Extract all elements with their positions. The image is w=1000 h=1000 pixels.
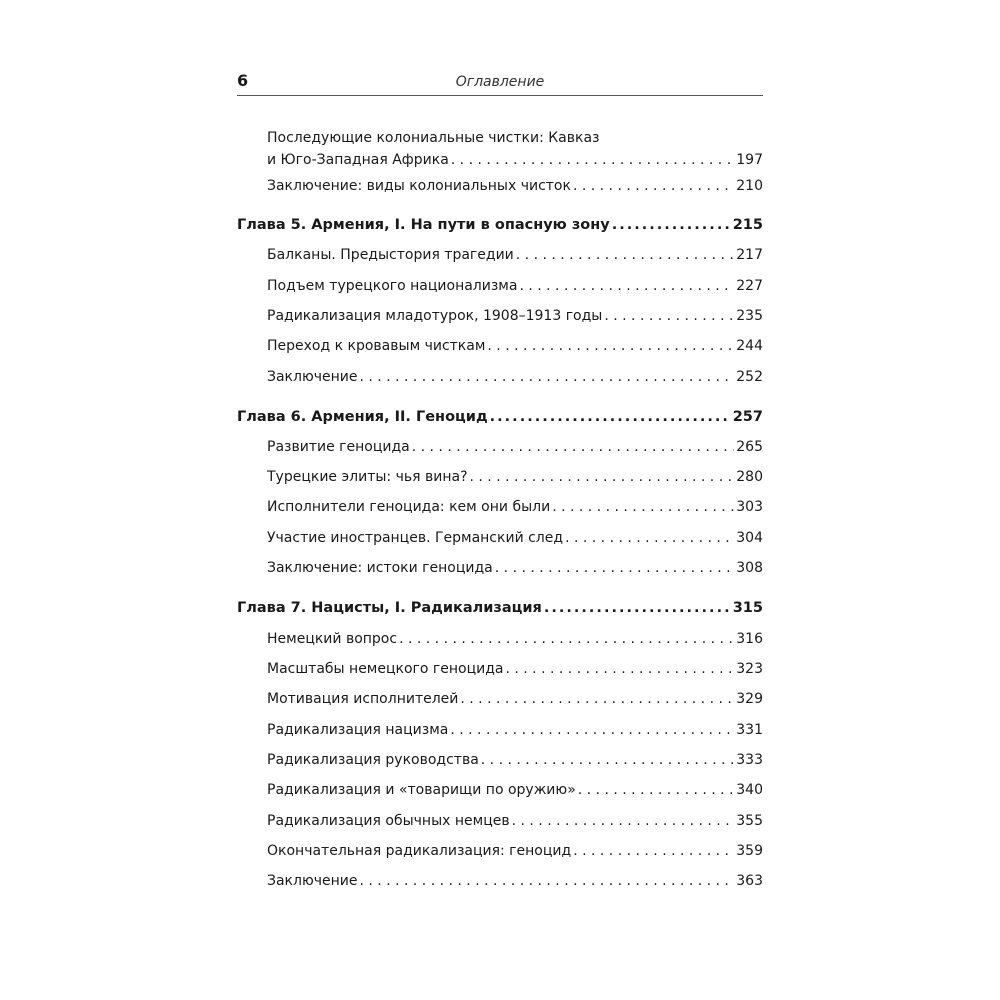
toc-entry-title: Заключение: истоки геноцида (267, 560, 493, 576)
toc-entry[interactable] (267, 366, 763, 388)
toc-chapter-entry[interactable] (237, 406, 763, 428)
toc-chapter-title: Глава 5. Армения, I. На пути в опасную зону (237, 217, 610, 233)
page-number: 6 (237, 71, 249, 90)
toc-entry-page: 217 (736, 247, 763, 263)
toc-entry-page: 304 (736, 530, 763, 546)
toc-entry-page: 197 (736, 152, 763, 168)
toc-entry[interactable] (267, 840, 763, 862)
dot-leader (487, 335, 734, 357)
toc-entry-title: Заключение: виды колониальных чисток (267, 178, 571, 194)
toc-entry[interactable] (267, 275, 763, 297)
toc-entry-page: 227 (736, 278, 763, 294)
toc-entry[interactable] (267, 335, 763, 357)
toc-chapter-entry[interactable] (237, 597, 763, 619)
toc-entry[interactable] (267, 305, 763, 327)
toc-entry-page: 210 (736, 178, 763, 194)
dot-leader (512, 810, 735, 832)
dot-leader (573, 175, 734, 197)
toc-entry[interactable] (267, 749, 763, 771)
dot-leader (460, 688, 734, 710)
toc-entry[interactable] (267, 688, 763, 710)
toc-entry-page: 303 (736, 499, 763, 515)
dot-leader (552, 496, 734, 518)
toc-chapter-page: 315 (732, 600, 763, 616)
toc-entry-page: 244 (736, 338, 763, 354)
toc-entry-title: Исполнители геноцида: кем они были (267, 499, 551, 515)
toc-entry-page: 316 (736, 631, 763, 647)
dot-leader (450, 719, 734, 741)
toc-entry-title: Масштабы немецкого геноцида (267, 661, 504, 677)
dot-leader (490, 406, 731, 428)
toc-entry-title: Радикализация руководства (267, 752, 479, 768)
page-header (237, 70, 763, 94)
toc-entry-title: Немецкий вопрос (267, 631, 398, 647)
toc-entry-title: и Юго-Западная Африка (267, 152, 449, 168)
toc-entry-title: Мотивация исполнителей (267, 691, 459, 707)
toc-entry-title: Заключение (267, 873, 358, 889)
toc-entry-page: 329 (736, 691, 763, 707)
toc-chapter-page: 215 (732, 217, 763, 233)
toc-entry-page: 252 (736, 369, 763, 385)
toc-entry[interactable] (267, 244, 763, 266)
toc-entry-page: 363 (736, 873, 763, 889)
toc-entry-title: Радикализация обычных немцев (267, 813, 510, 829)
toc-entry[interactable] (267, 870, 763, 892)
toc-entry-page: 331 (736, 722, 763, 738)
toc-entry-page: 265 (736, 439, 763, 455)
toc-chapter-page: 257 (732, 409, 763, 425)
toc-entry[interactable] (267, 810, 763, 832)
dot-leader (612, 214, 731, 236)
dot-leader (565, 527, 734, 549)
toc-entry-page: 235 (736, 308, 763, 324)
toc-chapter-entry[interactable] (237, 214, 763, 236)
toc-entry[interactable] (267, 127, 763, 171)
toc-entry-page: 280 (736, 469, 763, 485)
toc-entry[interactable] (267, 658, 763, 680)
dot-leader (412, 436, 735, 458)
toc-entry-title: Радикализация нацизма (267, 722, 449, 738)
toc-entry-title: Радикализация и «товарищи по оружию» (267, 782, 576, 798)
toc-entry-title-line1: Последующие колониальные чистки: Кавказ (267, 130, 600, 146)
dot-leader (544, 597, 731, 619)
toc-entry[interactable] (267, 175, 763, 197)
toc-entry-title: Подъем турецкого национализма (267, 278, 518, 294)
dot-leader (573, 840, 734, 862)
toc-entry-title: Переход к кровавым чисткам (267, 338, 486, 354)
running-title: Оглавление (455, 74, 545, 90)
toc-chapter-title: Глава 7. Нацисты, I. Радикализация (237, 600, 542, 616)
toc-entry-title: Развитие геноцида (267, 439, 410, 455)
dot-leader (481, 749, 734, 771)
toc-entry-page: 333 (736, 752, 763, 768)
toc-entry-page: 323 (736, 661, 763, 677)
dot-leader (360, 366, 735, 388)
dot-leader (470, 466, 735, 488)
toc-entry-page: 359 (736, 843, 763, 859)
toc-chapter-title: Глава 6. Армения, II. Геноцид (237, 409, 488, 425)
dot-leader (451, 149, 734, 171)
toc-entry[interactable] (267, 628, 763, 650)
toc-entry-page: 308 (736, 560, 763, 576)
toc-entry[interactable] (267, 466, 763, 488)
toc-entry[interactable] (267, 557, 763, 579)
toc-entry[interactable] (267, 779, 763, 801)
toc-entry-title: Заключение (267, 369, 358, 385)
header-rule (237, 95, 763, 96)
dot-leader (505, 658, 734, 680)
dot-leader (360, 870, 735, 892)
dot-leader (495, 557, 735, 579)
dot-leader (519, 275, 734, 297)
toc-entry[interactable] (267, 719, 763, 741)
dot-leader (399, 628, 734, 650)
toc-entry[interactable] (267, 436, 763, 458)
toc-entry[interactable] (267, 527, 763, 549)
toc-entry-title: Турецкие элиты: чья вина? (267, 469, 468, 485)
toc-entry[interactable] (267, 496, 763, 518)
dot-leader (516, 244, 734, 266)
toc-entry-title: Балканы. Предыстория трагедии (267, 247, 514, 263)
toc-entry-title: Участие иностранцев. Германский след (267, 530, 564, 546)
dot-leader (578, 779, 735, 801)
toc-entry-title: Окончательная радикализация: геноцид (267, 843, 572, 859)
toc-entry-title: Радикализация младотурок, 1908–1913 годы (267, 308, 603, 324)
toc-entry-page: 340 (736, 782, 763, 798)
toc-entry-page: 355 (736, 813, 763, 829)
dot-leader (604, 305, 734, 327)
